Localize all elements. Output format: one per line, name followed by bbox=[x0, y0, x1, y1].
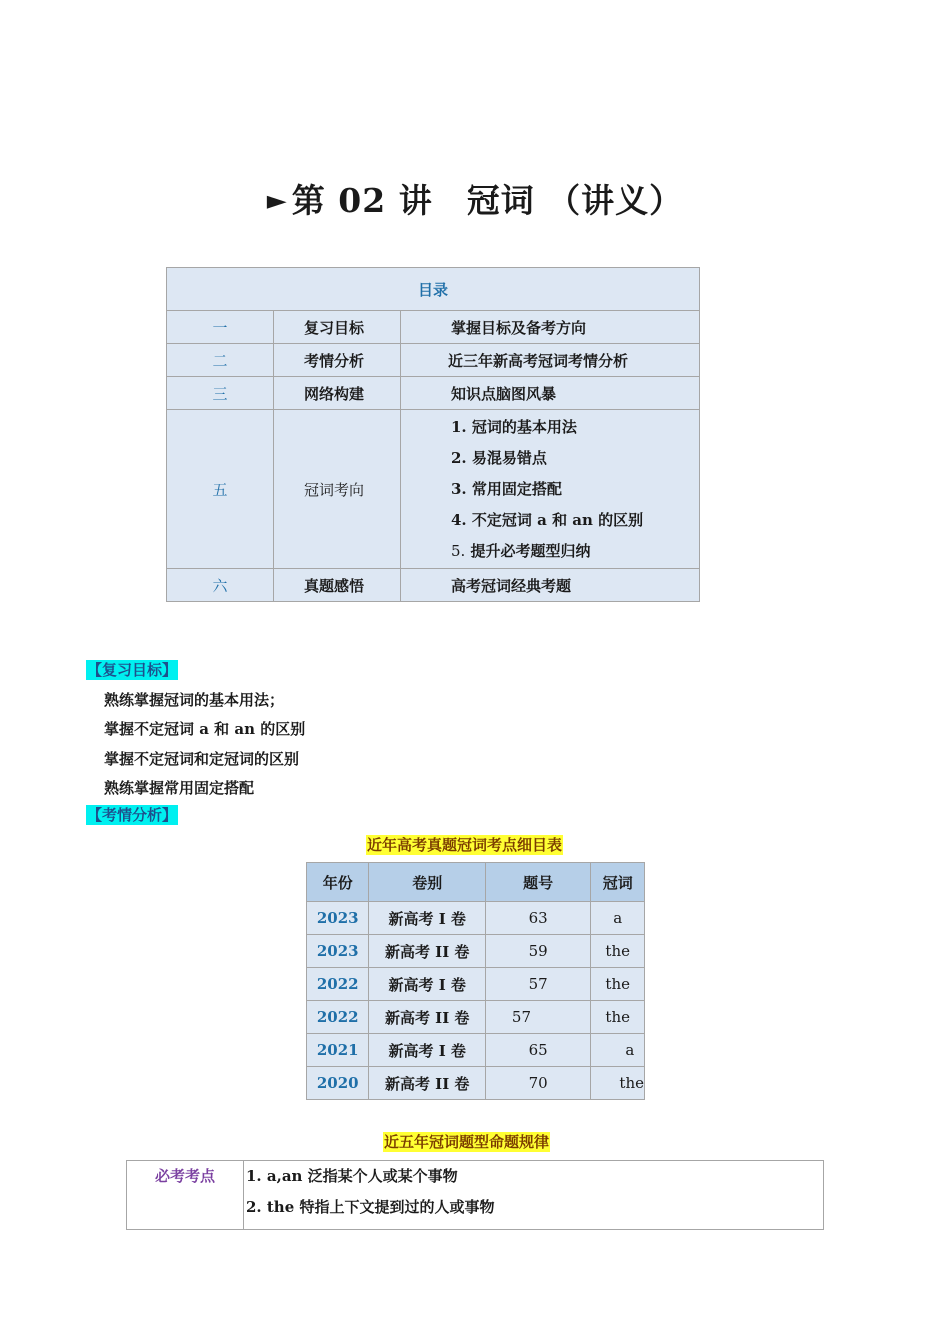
column-header: 卷别 bbox=[369, 863, 485, 902]
column-header: 年份 bbox=[307, 863, 369, 902]
toc-number: 三 bbox=[167, 377, 274, 410]
toc-number: 五 bbox=[167, 410, 274, 569]
exam-table-caption: 近年高考真题冠词考点细目表 bbox=[367, 836, 563, 854]
goal-item: 熟练掌握冠词的基本用法； bbox=[104, 691, 285, 709]
column-header: 冠词 bbox=[591, 863, 645, 902]
toc-number: 一 bbox=[167, 311, 274, 344]
table-row bbox=[307, 968, 645, 1001]
paper-cell: 新高考 II 卷 bbox=[369, 1067, 485, 1100]
toc-row bbox=[167, 311, 700, 344]
year-cell: 2020 bbox=[307, 1067, 369, 1100]
table-of-contents bbox=[166, 267, 700, 602]
paper-cell: 新高考 II 卷 bbox=[369, 1001, 485, 1034]
table-row bbox=[307, 1067, 645, 1100]
rule-line: 2. the 特指上下文提到过的人或事物 bbox=[246, 1198, 495, 1216]
toc-row bbox=[167, 377, 700, 410]
triangle-bullet-icon: ► bbox=[266, 186, 288, 216]
year-cell: 2023 bbox=[307, 935, 369, 968]
question-number-cell: 63 bbox=[485, 902, 591, 935]
question-number-cell: 59 bbox=[485, 935, 591, 968]
paper-cell: 新高考 I 卷 bbox=[369, 1034, 485, 1067]
table-row bbox=[307, 1034, 645, 1067]
question-number-cell: 57 bbox=[485, 968, 591, 1001]
toc-subitem: 1. 冠词的基本用法 bbox=[451, 417, 577, 436]
key-point-content bbox=[244, 1161, 824, 1230]
column-header: 题号 bbox=[485, 863, 591, 902]
article-cell: the bbox=[591, 1067, 645, 1100]
rules-caption: 近五年冠词题型命题规律 bbox=[384, 1133, 550, 1151]
exam-analysis-tag: 【考情分析】 bbox=[87, 806, 178, 824]
article-cell: a bbox=[591, 1034, 645, 1067]
toc-section-desc: 近三年新高考冠词考情分析 bbox=[401, 344, 700, 377]
toc-row bbox=[167, 344, 700, 377]
year-cell: 2021 bbox=[307, 1034, 369, 1067]
page-title bbox=[0, 175, 950, 222]
table-row bbox=[307, 902, 645, 935]
toc-subitem: 5. 提升必考题型归纳 bbox=[451, 541, 591, 560]
review-goals-tag: 【复习目标】 bbox=[87, 661, 178, 679]
paper-cell: 新高考 I 卷 bbox=[369, 902, 485, 935]
toc-subitem: 3. 常用固定搭配 bbox=[451, 479, 562, 498]
table-row bbox=[127, 1161, 824, 1230]
toc-heading: 目录 bbox=[167, 268, 700, 311]
toc-row bbox=[167, 569, 700, 602]
toc-subitem: 4. 不定冠词 a 和 an 的区别 bbox=[451, 510, 644, 529]
year-cell: 2022 bbox=[307, 968, 369, 1001]
article-cell: the bbox=[591, 968, 645, 1001]
toc-number: 二 bbox=[167, 344, 274, 377]
question-number-cell: 65 bbox=[485, 1034, 591, 1067]
exam-points-table bbox=[306, 862, 645, 1100]
toc-subitem: 2. 易混易错点 bbox=[451, 448, 547, 467]
question-number-cell: 57 bbox=[485, 1001, 591, 1034]
year-cell: 2023 bbox=[307, 902, 369, 935]
goal-item: 掌握不定冠词和定冠词的区别 bbox=[104, 750, 300, 768]
toc-section-name: 考情分析 bbox=[274, 344, 401, 377]
toc-number: 六 bbox=[167, 569, 274, 602]
year-cell: 2022 bbox=[307, 1001, 369, 1034]
toc-section-name: 复习目标 bbox=[274, 311, 401, 344]
toc-section-name: 真题感悟 bbox=[274, 569, 401, 602]
paper-cell: 新高考 I 卷 bbox=[369, 968, 485, 1001]
toc-section-name: 网络构建 bbox=[274, 377, 401, 410]
toc-section-desc: 高考冠词经典考题 bbox=[401, 569, 700, 602]
title-text: 第 02 讲 冠词 （讲义） bbox=[291, 181, 684, 220]
paper-cell: 新高考 II 卷 bbox=[369, 935, 485, 968]
toc-row bbox=[167, 410, 700, 569]
toc-subitems bbox=[401, 410, 700, 569]
article-cell: the bbox=[591, 935, 645, 968]
table-row bbox=[307, 1001, 645, 1034]
table-row bbox=[307, 935, 645, 968]
goal-item: 熟练掌握常用固定搭配 bbox=[104, 779, 255, 797]
toc-section-desc: 掌握目标及备考方向 bbox=[401, 311, 700, 344]
article-cell: a bbox=[591, 902, 645, 935]
goal-item: 掌握不定冠词 a 和 an 的区别 bbox=[104, 720, 306, 738]
rule-line: 1. a,an 泛指某个人或某个事物 bbox=[246, 1167, 458, 1185]
question-number-cell: 70 bbox=[485, 1067, 591, 1100]
toc-section-desc: 知识点脑图风暴 bbox=[401, 377, 700, 410]
question-rules-table bbox=[126, 1160, 824, 1230]
key-point-label: 必考考点 bbox=[127, 1161, 244, 1230]
toc-section-name: 冠词考向 bbox=[274, 410, 401, 569]
table-header-row bbox=[307, 863, 645, 902]
article-cell: the bbox=[591, 1001, 645, 1034]
